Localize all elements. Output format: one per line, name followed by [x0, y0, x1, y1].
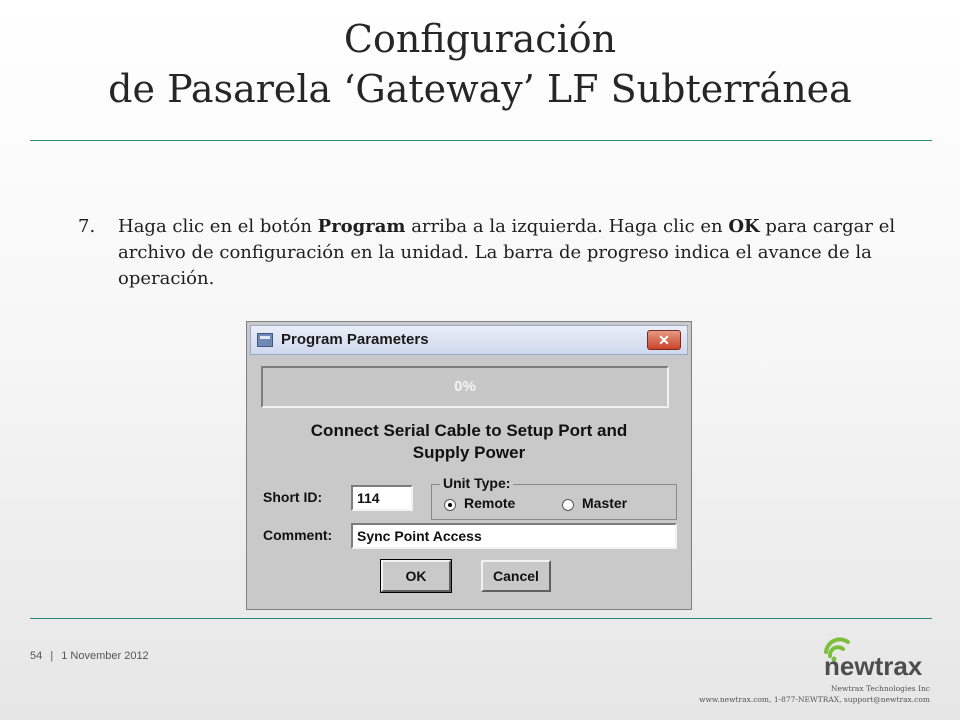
dialog-title: Program Parameters	[281, 331, 429, 348]
progress-bar	[261, 366, 669, 408]
step-number: 7.	[78, 216, 96, 237]
message-line2: Supply Power	[412, 443, 526, 462]
logo-wordmark: newtrax	[824, 651, 923, 678]
comment-input[interactable]: Sync Point Access	[351, 523, 677, 549]
title-divider	[30, 140, 932, 141]
remote-radio-label[interactable]: Remote	[464, 495, 516, 511]
wifi-icon	[820, 630, 930, 678]
company-name: Newtrax Technologies Inc	[830, 684, 930, 693]
page-number: 54	[30, 650, 43, 662]
ok-keyword: OK	[728, 216, 760, 237]
remote-radio[interactable]	[444, 499, 456, 511]
footer-divider	[30, 618, 932, 619]
step-text-part: arriba a la izquierda. Haga clic en	[405, 216, 729, 237]
message-line1: Connect Serial Cable to Setup Port and	[310, 421, 628, 440]
footer-info	[30, 650, 149, 662]
unit-type-group	[431, 475, 677, 520]
short-id-input[interactable]: 114	[351, 485, 413, 511]
master-radio[interactable]	[562, 499, 574, 511]
instruction-message	[247, 420, 691, 464]
slide-title-line1: Configuración	[343, 17, 617, 61]
comment-label: Comment:	[263, 527, 333, 543]
close-icon[interactable]: ✕	[647, 330, 681, 350]
short-id-label: Short ID:	[263, 489, 323, 505]
footer-separator: |	[50, 650, 54, 662]
step-text-part: Haga clic en el botón	[118, 216, 318, 237]
cancel-button[interactable]: Cancel	[481, 560, 551, 592]
program-keyword: Program	[317, 216, 406, 237]
app-icon	[257, 333, 273, 347]
newtrax-logo	[820, 630, 930, 678]
slide-title-line2: de Pasarela ‘Gateway’ LF Subterránea	[108, 67, 852, 111]
step-text	[118, 214, 898, 292]
program-parameters-dialog	[246, 321, 692, 610]
dialog-titlebar[interactable]	[250, 325, 688, 355]
footer-date: 1 November 2012	[61, 650, 149, 662]
unit-type-label: Unit Type:	[440, 475, 513, 491]
progress-label: 0%	[454, 378, 476, 395]
slide-title	[0, 14, 960, 114]
step-text-part: para cargar el archivo de configuración en la unidad. La barra de progreso indica el avance de la operación.	[118, 216, 896, 289]
company-info	[699, 683, 930, 705]
company-contact: www.newtrax.com, 1-877-NEWTRAX, support@newtrax.com	[699, 695, 930, 704]
instruction-step	[78, 214, 898, 292]
ok-button[interactable]: OK	[381, 560, 451, 592]
master-radio-label[interactable]: Master	[582, 495, 628, 511]
